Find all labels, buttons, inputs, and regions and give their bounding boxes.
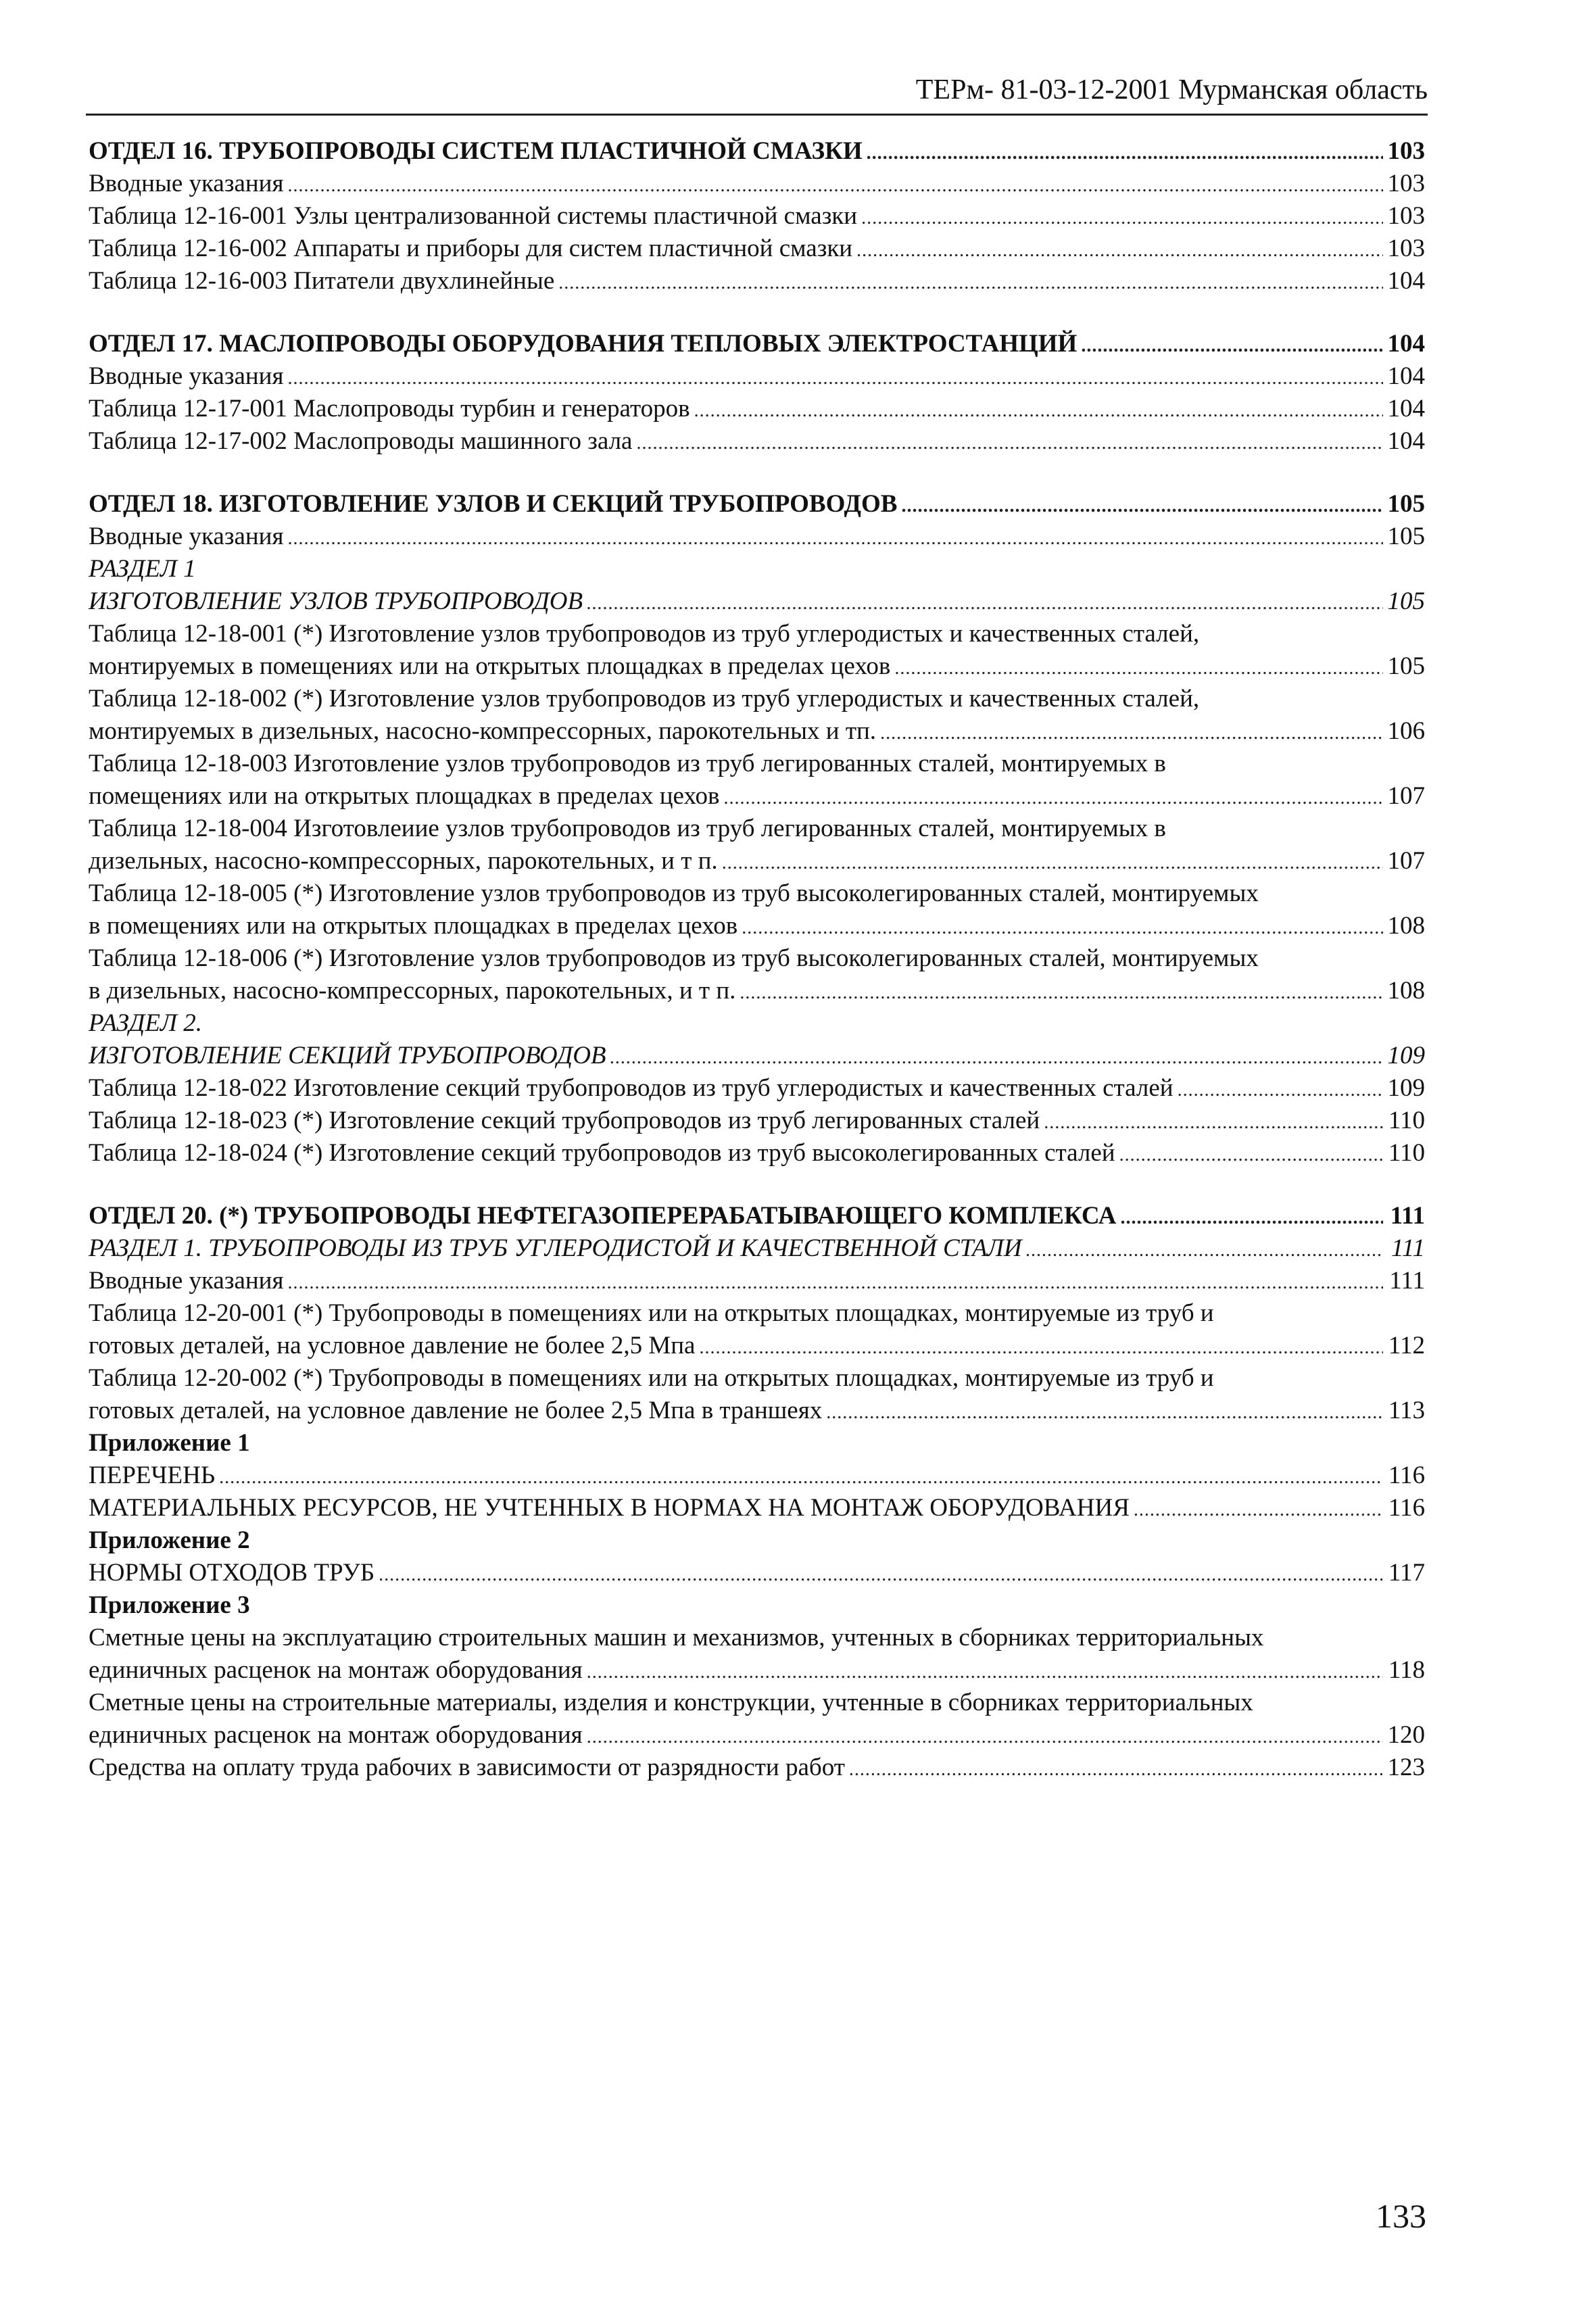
toc-entry [89,1330,1425,1362]
toc-entry-title: в помещениях или на открытых площадках в пределах цехов [89,912,738,940]
dot-leader [722,847,1383,879]
toc-entry [89,780,1425,813]
toc-entry-title: ОТДЕЛ 16. ТРУБОПРОВОДЫ СИСТЕМ ПЛАСТИЧНОЙ СМАЗКИ [89,137,863,165]
toc-entry-title: дизельных, насосно-компрессорных, парокотельных, и т п. [89,847,718,875]
dot-leader [558,267,1383,299]
dot-leader [849,1754,1383,1786]
toc-entry-title: Таблица 12-18-023 (*) Изготовление секций трубопроводов из труб легированных сталей [89,1107,1040,1134]
toc-text-line: Таблица 12-18-004 Изготовлеиие узлов трубопроводов из труб легированных сталей, монтируемых в [89,815,1166,842]
dot-leader [636,427,1383,460]
dot-leader [1081,330,1383,362]
toc-entry-page: 104 [1387,330,1425,358]
toc-text-line: Таблица 12-18-006 (*) Изготовление узлов трубопроводов из труб высоколегированных сталей, монтируемых [89,944,1259,972]
toc-entry-title: Таблица 12-17-001 Маслопроводы турбин и генераторов [89,395,690,423]
dot-leader [287,523,1383,555]
toc-entry [89,1072,1425,1105]
running-header: ТЕРм- 81-03-12-2001 Мурманская область [915,74,1428,105]
toc-entry [89,200,1425,233]
dot-leader [826,1397,1383,1429]
page-number: 133 [1376,2197,1426,2235]
dot-leader [587,1656,1383,1689]
toc-entry-page: 107 [1387,847,1425,875]
toc-text-line: Приложение 2 [89,1526,250,1554]
toc-entry [89,393,1425,425]
toc-text-line: Таблица 12-18-005 (*) Изготовление узлов трубопроводов из труб высоколегированных сталей, монтируемых [89,879,1259,907]
toc-entry-page: 109 [1387,1074,1425,1102]
toc-entry-title: Вводные указания [89,523,284,550]
toc-entry-title: готовых деталей, на условное давление не более 2,5 Мпа [89,1332,696,1359]
dot-leader [1044,1107,1383,1139]
toc-text-line: Таблица 12-20-001 (*) Трубопроводы в помещениях или на открытых площадках, монтируемые из труб и [89,1299,1214,1327]
toc-entry-page: 116 [1388,1494,1425,1522]
dot-leader [219,1462,1383,1494]
toc-entry-page: 113 [1388,1397,1425,1424]
dot-leader [287,170,1383,202]
toc-entry [89,1654,1425,1687]
toc-entry [89,1200,1425,1232]
toc-entry-title: помещениях или на открытых площадках в пределах цехов [89,782,720,810]
toc-entry [89,1265,1425,1297]
toc-text-line: Сметные цены на строительные материалы, изделия и конструкции, учтенные в сборниках территориальных [89,1689,1253,1716]
dot-leader [1178,1074,1383,1107]
toc-text-line: Таблица 12-18-001 (*) Изготовление узлов трубопроводов из труб углеродистых и качественных сталей, [89,620,1200,648]
toc-text-line: Таблица 12-18-002 (*) Изготовление узлов трубопроводов из труб углеродистых и качественных сталей, [89,685,1200,713]
toc-entry-page: 106 [1387,717,1425,745]
dot-leader [867,137,1383,170]
toc-entry-title: РАЗДЕЛ 1. ТРУБОПРОВОДЫ ИЗ ТРУБ УГЛЕРОДИСТОЙ И КАЧЕСТВЕННОЙ СТАЛИ [89,1234,1022,1262]
toc-entry-title: Таблица 12-16-001 Узлы централизованной системы пластичной смазки [89,202,858,230]
toc-entry-page: 108 [1387,977,1425,1005]
dot-leader [1119,1139,1383,1172]
toc-entry-title: ОТДЕЛ 17. МАСЛОПРОВОДЫ ОБОРУДОВАНИЯ ТЕПЛОВЫХ ЭЛЕКТРОСТАНЦИЙ [89,330,1078,358]
toc-entry [89,715,1425,748]
toc-entry-title: Таблица 12-17-002 Маслопроводы машинного зала [89,427,633,455]
toc-text-line: Сметные цены на эксплуатацию строительных машин и механизмов, учтенных в сборниках территориальных [89,1624,1264,1651]
toc-entry-title: ОТДЕЛ 20. (*) ТРУБОПРОВОДЫ НЕФТЕГАЗОПЕРЕРАБАТЫВАЮЩЕГО КОМПЛЕКСА [89,1202,1117,1230]
toc-entry-page: 103 [1387,202,1425,230]
toc-entry-page: 104 [1387,427,1425,455]
toc-entry [89,1459,1425,1492]
dot-leader [610,1042,1383,1074]
dot-leader [1134,1494,1383,1526]
toc-entry [89,360,1425,393]
toc-text-line: РАЗДЕЛ 2. [89,1009,202,1037]
toc-entry-title: НОРМЫ ОТХОДОВ ТРУБ [89,1559,375,1587]
toc-entry-title: монтируемых в помещениях или на открытых площадках в пределах цехов [89,652,891,680]
dot-leader [894,652,1383,685]
toc-entry-page: 117 [1388,1559,1425,1587]
dot-leader [724,782,1383,815]
toc-text-line: Таблица 12-20-002 (*) Трубопроводы в помещениях или на открытых площадках, монтируемые из труб и [89,1364,1214,1392]
toc-entry [89,425,1425,458]
toc-entry-page: 105 [1387,490,1425,518]
toc-entry [89,910,1425,942]
dot-leader [740,977,1383,1009]
dot-leader [880,717,1383,750]
toc-entry-page: 103 [1387,170,1425,197]
toc-entry-page: 107 [1387,782,1425,810]
toc-text-line: Приложение 3 [89,1591,250,1619]
toc-entry [89,1752,1425,1784]
toc-entry-page: 112 [1388,1332,1425,1359]
dot-leader [1026,1234,1383,1267]
toc-entry [89,1719,1425,1752]
toc-entry-page: 104 [1387,362,1425,390]
toc-entry-page: 108 [1387,912,1425,940]
toc-entry-title: МАТЕРИАЛЬНЫХ РЕСУРСОВ, НЕ УЧТЕННЫХ В НОРМАХ НА МОНТАЖ ОБОРУДОВАНИЯ [89,1494,1130,1522]
toc-entry-page: 110 [1388,1139,1425,1167]
toc-entry-title: Таблица 12-16-002 Аппараты и приборы для систем пластичной смазки [89,235,853,262]
toc-entry [89,521,1425,553]
toc-entry [89,168,1425,200]
toc-entry-title: Вводные указания [89,170,284,197]
toc-entry-page: 104 [1387,267,1425,295]
toc-entry-title: ИЗГОТОВЛЕНИЕ СЕКЦИЙ ТРУБОПРОВОДОВ [89,1042,606,1069]
table-of-contents [89,135,1425,1784]
toc-text-line: РАЗДЕЛ 1 [89,555,196,583]
toc-entry-page: 110 [1388,1107,1425,1134]
dot-leader [1121,1202,1384,1234]
toc-entry [89,1492,1425,1524]
toc-entry-title: ИЗГОТОВЛЕНИЕ УЗЛОВ ТРУБОПРОВОДОВ [89,587,583,615]
toc-entry-title: единичных расценок на монтаж оборудования [89,1721,583,1749]
toc-entry-title: Таблица 12-16-003 Питатели двухлинейные [89,267,555,295]
toc-entry [89,650,1425,683]
toc-entry [89,845,1425,877]
toc-entry-title: единичных расценок на монтаж оборудования [89,1656,583,1684]
dot-leader [287,362,1383,395]
toc-entry [89,328,1425,360]
toc-entry-page: 103 [1387,235,1425,262]
toc-entry-page: 109 [1387,1042,1425,1069]
toc-entry [89,488,1425,521]
toc-entry [89,1040,1425,1072]
toc-entry [89,1105,1425,1137]
toc-entry-page: 105 [1387,587,1425,615]
dot-leader [287,1267,1383,1299]
dot-leader [587,587,1383,620]
toc-entry [89,1137,1425,1169]
toc-entry-title: ОТДЕЛ 18. ИЗГОТОВЛЕНИЕ УЗЛОВ И СЕКЦИЙ ТРУБОПРОВОДОВ [89,490,898,518]
toc-entry-page: 103 [1387,137,1425,165]
toc-entry-title: Таблица 12-18-024 (*) Изготовление секций трубопроводов из труб высоколегированных сталей [89,1139,1115,1167]
toc-entry-title: готовых деталей, на условное давление не более 2,5 Мпа в траншеях [89,1397,823,1424]
toc-entry-page: 120 [1387,1721,1425,1749]
toc-entry-page: 105 [1387,523,1425,550]
toc-entry-page: 111 [1391,1234,1425,1262]
toc-entry-page: 111 [1390,1202,1425,1230]
toc-entry-page: 104 [1387,395,1425,423]
toc-entry [89,975,1425,1007]
toc-entry-title: Средства на оплату труда рабочих в зависимости от разрядности работ [89,1754,845,1781]
toc-entry-page: 105 [1387,652,1425,680]
toc-entry-title: Вводные указания [89,1267,284,1295]
toc-entry [89,1232,1425,1265]
dot-leader [861,202,1383,235]
toc-entry-title: ПЕРЕЧЕНЬ [89,1462,216,1489]
dot-leader [901,490,1383,523]
toc-entry-page: 111 [1389,1267,1425,1295]
toc-entry-page: 116 [1388,1462,1425,1489]
toc-entry-page: 118 [1388,1656,1425,1684]
header-rule [86,114,1428,116]
toc-text-line: Приложение 1 [89,1429,250,1457]
toc-entry-title: Таблица 12-18-022 Изготовление секций трубопроводов из труб углеродистых и качественных сталей [89,1074,1174,1102]
dot-leader [856,235,1383,267]
dot-leader [587,1721,1383,1754]
toc-entry-title: Вводные указания [89,362,284,390]
toc-entry [89,135,1425,168]
dot-leader [699,1332,1383,1364]
toc-entry [89,585,1425,618]
toc-entry [89,1557,1425,1589]
dot-leader [379,1559,1383,1591]
toc-entry [89,1395,1425,1427]
dot-leader [694,395,1383,427]
dot-leader [742,912,1383,944]
toc-text-line: Таблица 12-18-003 Изготовление узлов трубопроводов из труб легированных сталей, монтируемых в [89,750,1166,777]
toc-entry-title: в дизельных, насосно-компрессорных, парокотельных, и т п. [89,977,736,1005]
toc-entry-page: 123 [1387,1754,1425,1781]
toc-entry-title: монтируемых в дизельных, насосно-компрессорных, парокотельных и тп. [89,717,877,745]
toc-entry [89,265,1425,297]
toc-entry [89,233,1425,265]
